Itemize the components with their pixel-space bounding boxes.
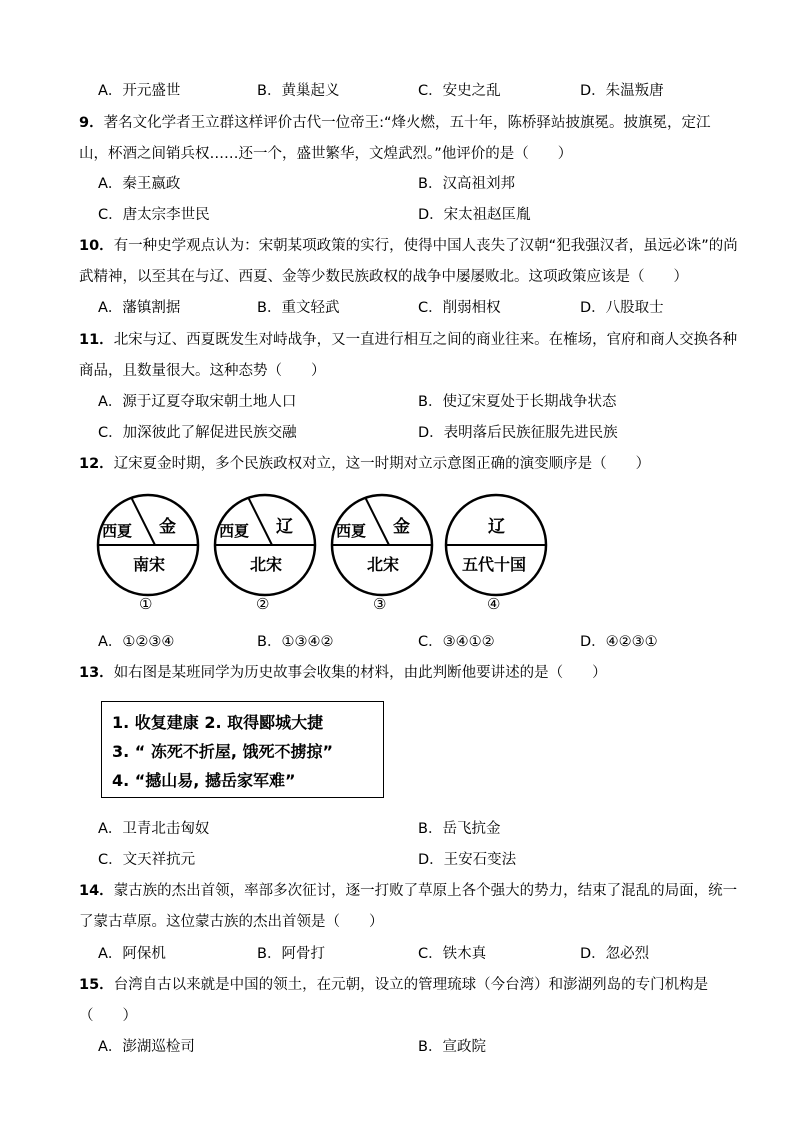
q8-option-b[interactable]: B．黄巢起义 xyxy=(257,83,340,99)
q11-option-d[interactable]: D．表明落后民族征服先进民族 xyxy=(418,425,618,441)
q14-text2: 了蒙古草原。这位蒙古族的杰出首领是（ ） xyxy=(79,914,384,930)
q12-number: 12． xyxy=(79,456,114,472)
q8-option-d[interactable]: D．朱温叛唐 xyxy=(580,83,664,99)
q10-option-c[interactable]: C．削弱相权 xyxy=(418,300,501,316)
q11-text2: 商品，且数量很大。这种态势（ ） xyxy=(79,363,326,379)
q13-option-a[interactable]: A．卫青北击匈奴 xyxy=(98,821,210,837)
q9-option-c[interactable]: C．唐太宗李世民 xyxy=(98,207,210,223)
q14-option-b[interactable]: B．阿骨打 xyxy=(257,946,325,962)
q11-option-a[interactable]: A．源于辽夏夺取宋朝土地人口 xyxy=(98,394,297,410)
q10-stem-line1 xyxy=(79,236,739,256)
circle3-right-label: 金 xyxy=(393,517,410,537)
q11-text1: 北宋与辽、西夏既发生对峙战争，又一直进行相互之间的商业往来。在榷场，官府和商人交换各种 xyxy=(113,332,738,348)
q12-text: 辽宋夏金时期，多个民族政权对立，这一时期对立示意图正确的演变顺序是（ ） xyxy=(113,456,651,472)
q10-option-b[interactable]: B．重文轻武 xyxy=(257,300,340,316)
q13-text: 如右图是某班同学为历史故事会收集的材料，由此判断他要讲述的是（ ） xyxy=(113,665,607,681)
material-line-1: 1. 收复建康 2. 取得郾城大捷 xyxy=(112,713,324,732)
q8-option-a[interactable]: A．开元盛世 xyxy=(98,83,181,99)
q15-stem-line1 xyxy=(79,975,739,995)
q12-stem xyxy=(79,454,739,474)
q14-number: 14． xyxy=(79,883,114,899)
q15-text1: 台湾自古以来就是中国的领土，在元朝，设立的管理琉球（今台湾）和澎湖列岛的专门机构是 xyxy=(113,977,709,993)
circle4-top-label: 辽 xyxy=(488,517,505,537)
circle1-left-label: 西夏 xyxy=(102,522,133,540)
circle1-bottom-label: 南宋 xyxy=(133,555,166,574)
circle2-right-label: 辽 xyxy=(276,517,293,537)
q15-number: 15． xyxy=(79,977,114,993)
material-line-3: 4. “撼山易, 撼岳家军难” xyxy=(112,771,296,790)
q15-option-a[interactable]: A．澎湖巡检司 xyxy=(98,1039,195,1055)
q15-text2: （ ） xyxy=(79,1008,137,1024)
q9-text2: 山，杯酒之间销兵权……还一个，盛世繁华，文煌武烈。”他评价的是（ ） xyxy=(79,146,573,162)
q9-text1: 著名文化学者王立群这样评价古代一位帝王:“烽火燃，五十年，陈桥驿站披旗冕。披旗冕，定江 xyxy=(103,115,711,131)
q11-option-b[interactable]: B．使辽宋夏处于长期战争状态 xyxy=(418,394,617,410)
regime-diagram xyxy=(93,492,553,617)
q14-option-a[interactable]: A．阿保机 xyxy=(98,946,166,962)
q14-option-d[interactable]: D．忽必烈 xyxy=(580,946,650,962)
q10-option-d[interactable]: D．八股取士 xyxy=(580,300,664,316)
q14-option-c[interactable]: C．铁木真 xyxy=(418,946,487,962)
q12-option-d[interactable]: D．④②③① xyxy=(580,634,658,650)
q13-option-d[interactable]: D．王安石变法 xyxy=(418,852,517,868)
q9-stem-line1 xyxy=(79,113,739,133)
circle1-number: ① xyxy=(139,595,153,613)
q9-option-b[interactable]: B．汉高祖刘邦 xyxy=(418,176,515,192)
q11-number: 11． xyxy=(79,332,114,348)
q13-stem xyxy=(79,663,739,683)
circle1-right-label: 金 xyxy=(159,517,176,537)
q10-text2: 武精神，以至其在与辽、西夏、金等少数民族政权的战争中屡屡败北。这项政策应该是（ ） xyxy=(79,269,688,285)
q9-number: 9． xyxy=(79,115,104,131)
q11-option-c[interactable]: C．加深彼此了解促进民族交融 xyxy=(98,425,297,441)
q9-option-d[interactable]: D．宋太祖赵匡胤 xyxy=(418,207,531,223)
q10-option-a[interactable]: A．藩镇割据 xyxy=(98,300,181,316)
q12-option-a[interactable]: A．①②③④ xyxy=(98,634,175,650)
q14-stem-line1 xyxy=(79,881,739,901)
circle3-number: ③ xyxy=(373,595,387,613)
material-line-2: 3. “ 冻死不折屋, 饿死不掳掠” xyxy=(112,742,334,761)
q9-option-a[interactable]: A．秦王嬴政 xyxy=(98,176,181,192)
q11-stem-line1 xyxy=(79,330,739,350)
q12-option-c[interactable]: C．③④①② xyxy=(418,634,495,650)
circle4-bottom-label: 五代十国 xyxy=(462,555,527,574)
circle3-bottom-label: 北宋 xyxy=(367,555,400,574)
q14-text1: 蒙古族的杰出首领，率部多次征讨，逐一打败了草原上各个强大的势力，结束了混乱的局面，统一 xyxy=(113,883,738,899)
circle4-number: ④ xyxy=(487,595,501,613)
diagram-circle-4 xyxy=(446,495,546,613)
circle2-number: ② xyxy=(256,595,270,613)
q13-option-b[interactable]: B．岳飞抗金 xyxy=(418,821,501,837)
q10-number: 10． xyxy=(79,238,114,254)
circle2-bottom-label: 北宋 xyxy=(250,555,283,574)
circle2-left-label: 西夏 xyxy=(219,522,250,540)
q15-option-b[interactable]: B．宣政院 xyxy=(418,1039,486,1055)
q13-option-c[interactable]: C．文天祥抗元 xyxy=(98,852,196,868)
q13-number: 13． xyxy=(79,665,114,681)
material-box xyxy=(101,701,384,798)
q8-option-c[interactable]: C．安史之乱 xyxy=(418,83,501,99)
diagram-circle-2 xyxy=(215,495,315,613)
diagram-circle-3 xyxy=(332,495,432,613)
q12-option-b[interactable]: B．①③④② xyxy=(257,634,334,650)
diagram-circle-1 xyxy=(98,495,198,613)
q10-text1: 有一种史学观点认为：宋朝某项政策的实行，使得中国人丧失了汉朝“犯我强汉者，虽远必诛”的尚 xyxy=(113,238,738,254)
circle3-left-label: 西夏 xyxy=(336,522,367,540)
